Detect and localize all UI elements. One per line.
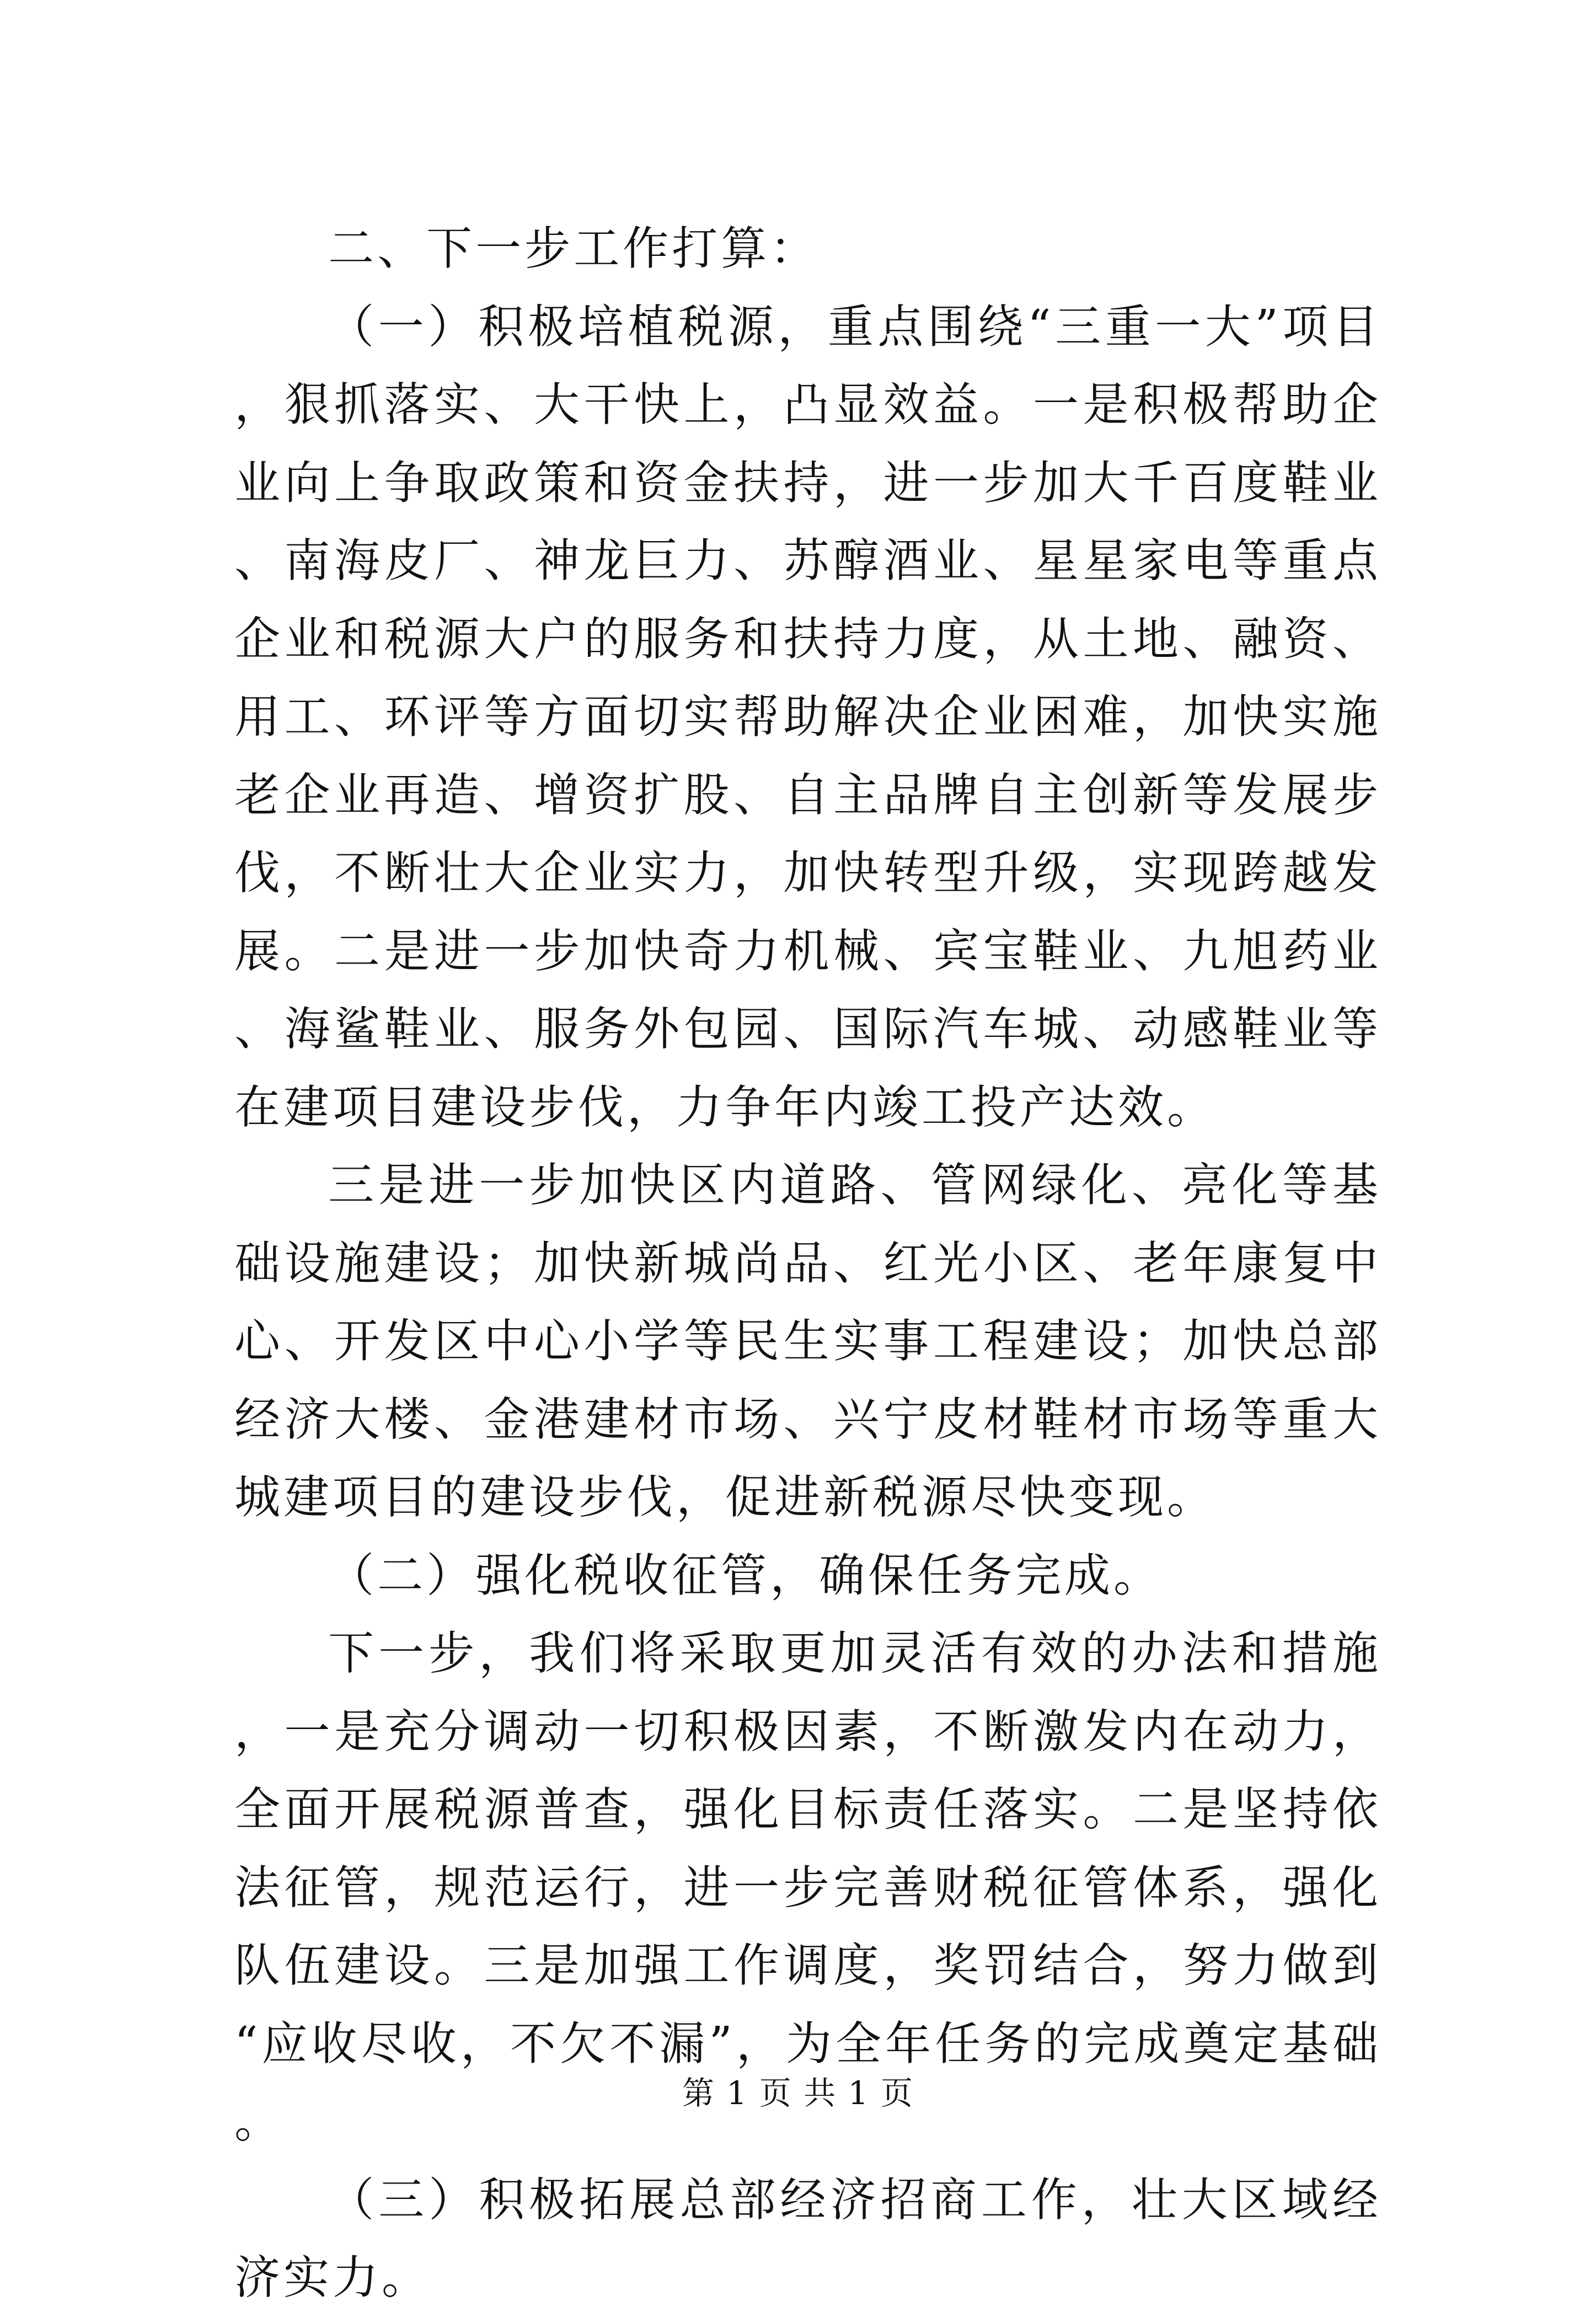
- subheading-tax-collection: （二）强化税收征管，确保任务完成。: [328, 1548, 1163, 1602]
- page-number-footer: 第 1 页 共 1 页: [682, 2074, 914, 2112]
- paragraph-tax-source-cultivation: （一）积极培植税源，重点围绕“三重一大”项目，狠抓落实、大干快上，凸显效益。一是积极帮助企业向上争取政策和资金扶持，进一步加大千百度鞋业、南海皮厂、神龙巨力、苏醇酒业、星星家电等重点企业和税源大户的服务和扶持力度，从土地、融资、用工、环评等方面切实帮助解决企业困难，加快实施老企业再造、增资扩股、自主品牌自主创新等发展步伐，不断壮大企业实力，加快转型升级，实现跨越发展。二是进一步加快奇力机械、宾宝鞋业、九旭药业、海鲨鞋业、服务外包园、国际汽车城、动感鞋业等在建项目建设步伐，力争年内竣工投产达效。: [234, 299, 1381, 1134]
- paragraph-tax-measures: 下一步，我们将采取更加灵活有效的办法和措施，一是充分调动一切积极因素，不断激发内在动力，全面开展税源普查，强化目标责任落实。二是坚持依法征管，规范运行，进一步完善财税征管体系，强化队伍建设。三是加强工作调度，奖罚结合，努力做到“应收尽收，不欠不漏”，为全年任务的完成奠定基础。: [234, 1626, 1381, 2148]
- paragraph-infrastructure: 三是进一步加快区内道路、管网绿化、亮化等基础设施建设；加快新城尚品、红光小区、老年康复中心、开发区中心小学等民生实事工程建设；加快总部经济大楼、金港建材市场、兴宁皮材鞋材市场等重大城建项目的建设步伐，促进新税源尽快变现。: [234, 1158, 1381, 1524]
- document-body: [234, 210, 1381, 2317]
- section-heading-next-steps: 二、下一步工作打算：: [328, 222, 820, 275]
- subheading-headquarters-economy: （三）积极拓展总部经济招商工作，壮大区域经济实力。: [234, 2172, 1381, 2304]
